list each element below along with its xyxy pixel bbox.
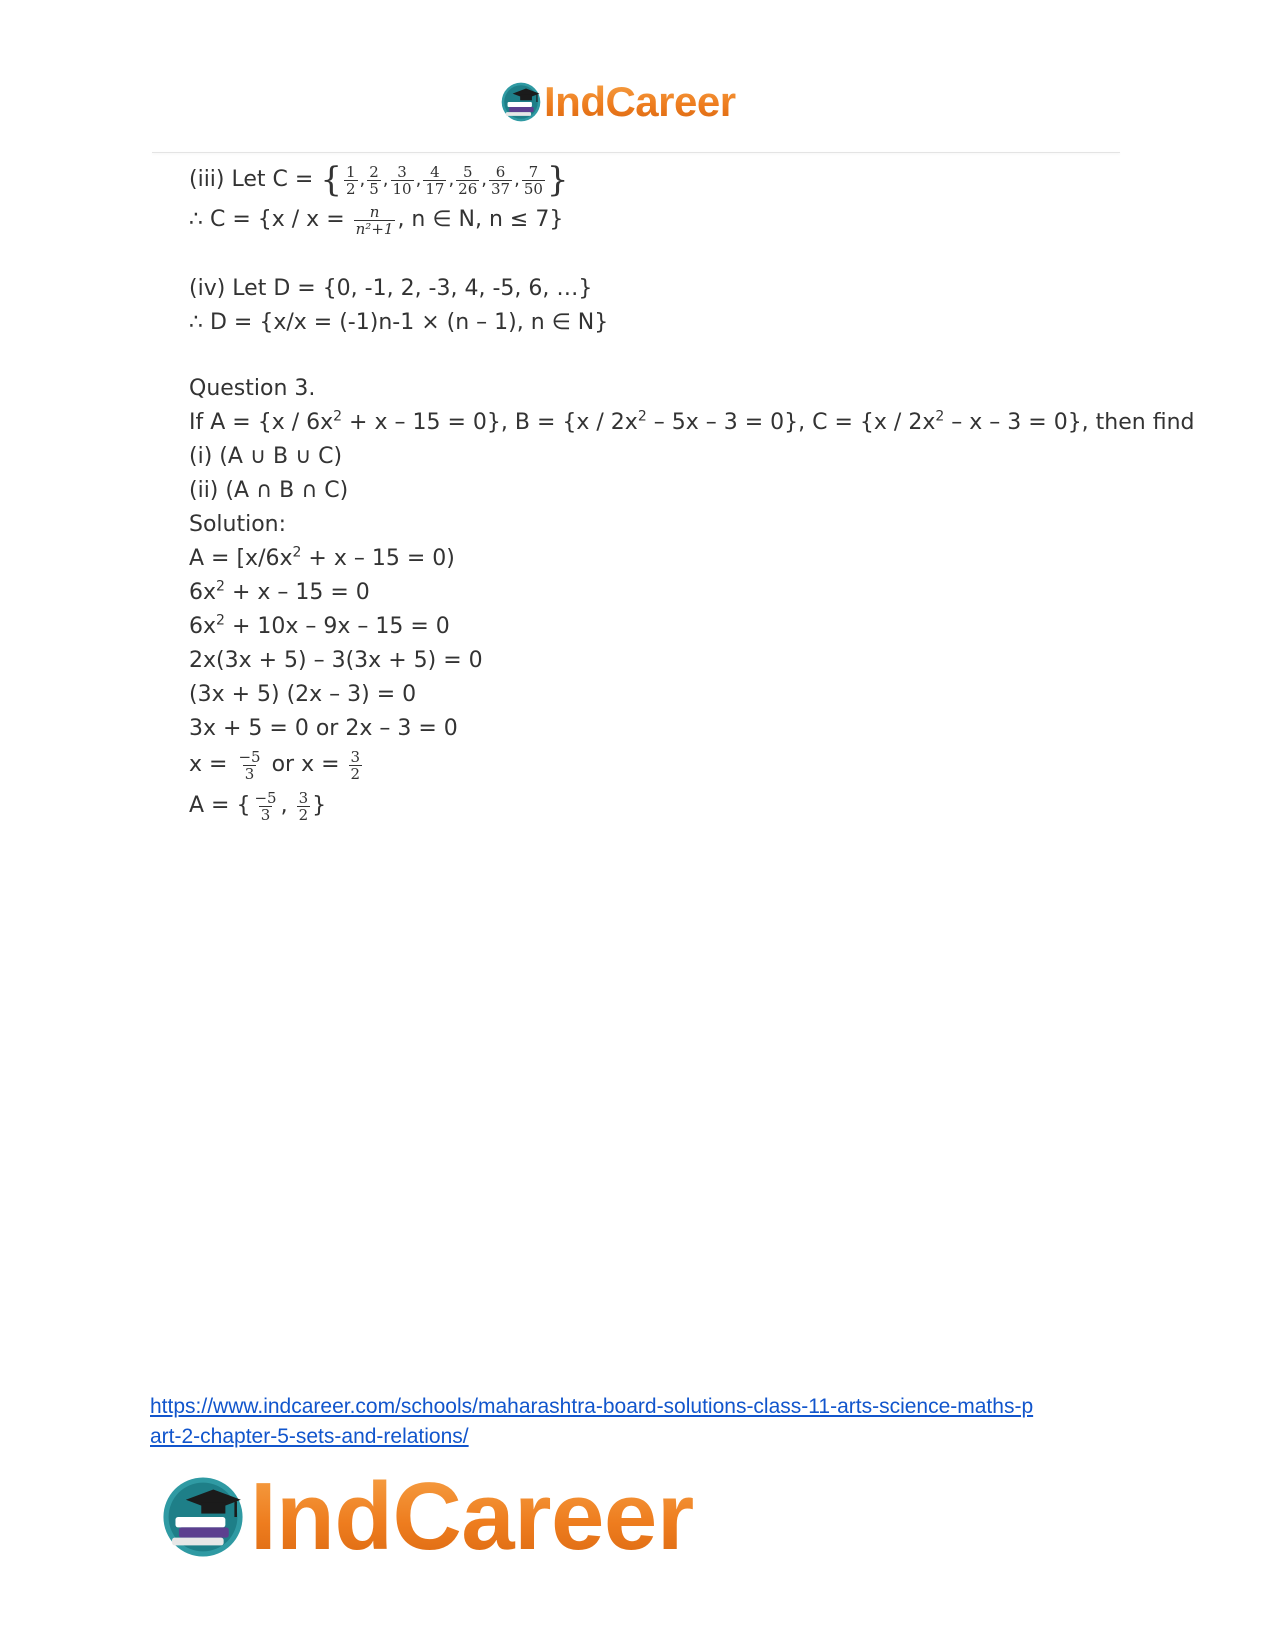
- solution-step: $6x^2 + 10x - 9x - 15 = 0$: [189, 612, 450, 639]
- graduation-cap-book-icon: [500, 81, 542, 123]
- fraction: $\frac{5}{26}$: [458, 162, 478, 198]
- close-brace: }: [546, 160, 569, 200]
- solution-step: $6x^2 + x - 15 = 0$: [189, 578, 370, 605]
- question-part-i: (i) (A ∪ B ∪ C): [189, 444, 343, 469]
- header-logo: [500, 78, 736, 126]
- fraction: $\frac{6}{37}$: [491, 162, 511, 198]
- line-iii-rule: ∴ C = {x / x = $\frac{n}{\text{n²+1}}$ , n ∈ N, n ≤ 7}: [189, 202, 564, 238]
- solution-step: $A = [x/6x^2 + x - 15 = 0)$: [189, 544, 455, 571]
- fraction: $\frac{-5}{3}$: [254, 788, 277, 824]
- solution-heading: Solution:: [189, 512, 287, 537]
- solution-step: 3x + 5 = 0 or 2x – 3 = 0: [189, 716, 458, 741]
- question-statement: If $A = \{x / 6x^2 + x - 15 = 0\}$, $B = \{x / 2x^2 - 5x - 3 = 0\}$, $C = \{x / 2x^2 - x - 3 = 0\}$, then find: [189, 408, 1195, 435]
- question-title: Question 3.: [189, 376, 316, 401]
- line-iv-set-d: (iv) Let D = {0, -1, 2, -3, 4, -5, 6, …}: [189, 276, 593, 301]
- graduation-cap-book-icon: [160, 1474, 246, 1560]
- fraction: $\frac{4}{17}$: [425, 162, 445, 198]
- header-divider: [152, 152, 1120, 153]
- line-iii-set-c: (iii) Let C = { $\frac{1}{2}$ , $\frac{2}{5}$ , $\frac{3}{10}$ , $\frac{4}{17}$ , $\frac{5}{26}$ , $\frac{6}{37}$ , $\frac{7}{50}$ }: [189, 160, 569, 200]
- source-url-line-2[interactable]: art-2-chapter-5-sets-and-relations/: [150, 1425, 469, 1448]
- fraction: $\frac{3}{2}$: [298, 788, 309, 824]
- logo-wordmark: IndCareer: [544, 78, 736, 125]
- fraction: $\frac{3}{10}$: [392, 162, 412, 198]
- fraction: $\frac{n}{\text{n²+1}}$: [355, 202, 394, 238]
- solution-step: x = $\frac{-5}{3}$ or x = $\frac{3}{2}$: [189, 747, 361, 783]
- solution-step: (3x + 5) (2x – 3) = 0: [189, 682, 417, 707]
- line-iv-rule: ∴ D = {x/x = (-1)n-1 × (n – 1), n ∈ N}: [189, 310, 609, 335]
- question-part-ii: (ii) (A ∩ B ∩ C): [189, 478, 349, 503]
- solution-step: 2x(3x + 5) – 3(3x + 5) = 0: [189, 648, 483, 673]
- fraction: $\frac{2}{5}$: [369, 162, 379, 198]
- source-url-line-1[interactable]: https://www.indcareer.com/schools/maharashtra-board-solutions-class-11-arts-science-maths-p: [150, 1395, 1034, 1418]
- fraction: $\frac{-5}{3}$: [238, 747, 261, 783]
- fraction: $\frac{7}{50}$: [523, 162, 543, 198]
- footer-logo: [160, 1462, 694, 1572]
- open-brace: {: [320, 160, 342, 200]
- source-url-link[interactable]: [150, 1392, 1110, 1452]
- logo-wordmark: IndCareer: [250, 1463, 694, 1570]
- solution-result: A = { $\frac{-5}{3}$ , $\frac{3}{2}$ }: [189, 788, 327, 824]
- fraction: $\frac{3}{2}$: [350, 747, 361, 783]
- fraction: $\frac{1}{2}$: [345, 162, 356, 198]
